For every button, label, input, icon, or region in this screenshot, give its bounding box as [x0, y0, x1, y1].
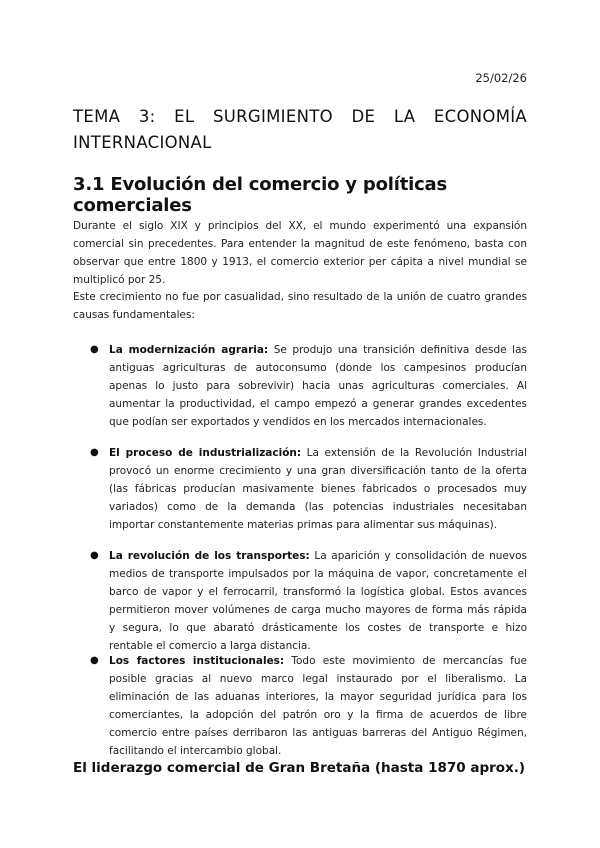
bullet-icon: ● [90, 344, 99, 355]
list-item-body: La aparición y consolidación de nuevos medios de transporte impulsados por la máquina de vapor, concretamente el barco de vapor y el ferrocarril, transformó la logística global. Estos avances permitieron mover volúmenes de carga mucho mayores de forma más rápida y segura, lo que abarató drásticamente los costes de transporte e hizo rentable el comercio a larga distancia. [109, 550, 527, 652]
list-item-body: Todo este movimiento de mercancías fue posible gracias al nuevo marco legal instaurado por el liberalismo. La eliminación de las aduanas interiores, la mayor seguridad jurídica para los comerciantes, la adopción del patrón oro y la firma de acuerdos de libre comercio entre países derribaron las antiguas barreras del Antiguo Régimen, facilitando el intercambio global. [109, 655, 527, 757]
list-item [73, 444, 527, 534]
bullet-icon: ● [90, 550, 99, 561]
list-item-text [109, 547, 527, 655]
list-item-body: La extensión de la Revolución Industrial provocó un enorme crecimiento y una gran diversificación tanto de la oferta (las fábricas producían masivamente bienes fabricados o procesados muy variados) como de la demanda (las potencias industriales necesitaban importar constantemente materias primas para alimentar sus máquinas). [109, 447, 527, 531]
subsection-heading: El liderazgo comercial de Gran Bretaña (hasta 1870 aprox.) [73, 760, 526, 776]
list-item-body: Se produjo una transición definitiva desde las antiguas agriculturas de autoconsumo (donde los campesinos producían apenas lo justo para sobrevivir) hacia unas agriculturas comerciales. Al aumentar la productividad, el campo empezó a generar grandes excedentes que podían ser exportados y vendidos en los mercados internacionales. [109, 344, 527, 428]
list-item [73, 547, 527, 655]
list-item-term: La modernización agraria: [109, 344, 269, 356]
list-item [73, 341, 527, 431]
bullet-icon: ● [90, 447, 99, 458]
intro-paragraph: Durante el siglo XIX y principios del XX, el mundo experimentó una expansión comercial sin precedentes. Para entender la magnitud de este fenómeno, basta con observar que entre 1800 y 1913, el comercio exterior per cápita a nivel mundial se multiplicó por 25. [73, 220, 527, 286]
unit-title: TEMA 3: EL SURGIMIENTO DE LA ECONOMÍA INTERNACIONAL [73, 107, 527, 152]
causes-intro-paragraph: Este crecimiento no fue por casualidad, sino resultado de la unión de cuatro grandes causas fundamentales: [73, 291, 527, 321]
list-item-text [109, 341, 527, 431]
list-item-term: La revolución de los transportes: [109, 550, 310, 562]
list-item-term: El proceso de industrialización: [109, 447, 302, 459]
bullet-icon: ● [90, 655, 99, 666]
list-item-text [109, 652, 527, 760]
list-item-term: Los factores institucionales: [109, 655, 285, 667]
list-item [73, 652, 527, 760]
section-title: 3.1 Evolución del comercio y políticas comerciales [73, 174, 447, 216]
list-item-text [109, 444, 527, 534]
document-date: 25/02/26 [475, 71, 527, 85]
